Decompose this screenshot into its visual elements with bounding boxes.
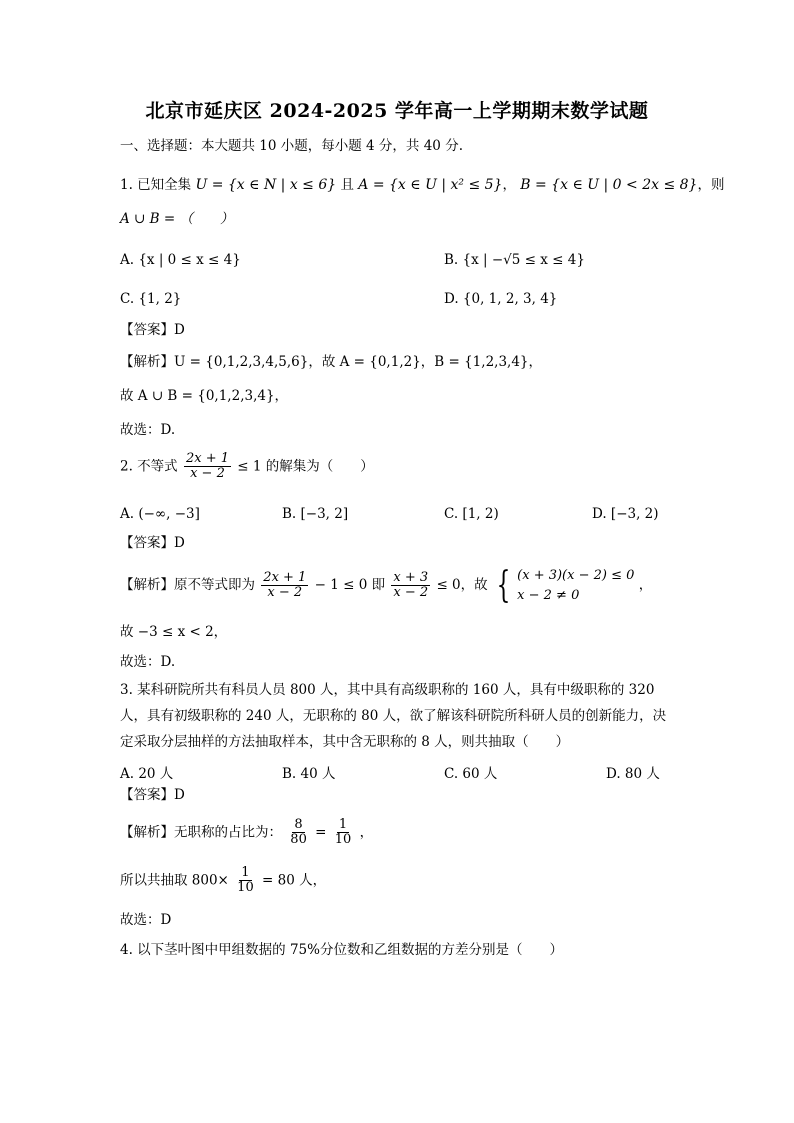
question-3-stem-2: 人，具有初级职称的 240 人，无职称的 80 人，欲了解该科研院所科研人员的创新能力，决 [120, 708, 667, 724]
q3-explanation-2: 所以共抽取 800× $\frac{1}{10}$ = 80 人， [120, 865, 327, 896]
page-title: 北京市延庆区 2024-2025 学年高一上学期期末数学试题 [145, 100, 649, 122]
q1-explanation-3: 故选：D. [120, 422, 176, 438]
q1-option-c: C. {1, 2} [120, 291, 182, 307]
q2-explanation-2: 故 −3 ≤ x < 2， [120, 624, 228, 640]
set-A: A = {x ∈ U | x² ≤ 5} [358, 177, 503, 193]
q2-answer: 【答案】D [120, 535, 185, 551]
section-heading: 一、选择题：本大题共 10 小题，每小题 4 分，共 40 分. [120, 138, 463, 154]
q1-option-a: A. {x | 0 ≤ x ≤ 4} [120, 252, 241, 268]
q2-fraction: $\frac{2x + 1}{x - 2}$ [185, 451, 229, 482]
question-4-stem: 4. 以下茎叶图中甲组数据的 75%分位数和乙组数据的方差分别是（ ） [120, 942, 563, 958]
q1-option-d: D. {0, 1, 2, 3, 4} [444, 291, 558, 307]
q2-option-d: D. [−3, 2) [592, 506, 659, 522]
q2-explanation-3: 故选：D. [120, 654, 176, 670]
q3-explanation-1: 【解析】无职称的占比为： $\frac{8}{80}$ = $\frac{1}{10}$ ， [120, 817, 374, 848]
q3-option-a: A. 20 人 [120, 766, 174, 782]
q2-explanation-1: 【解析】原不等式即为 $\frac{2x + 1}{x - 2}$ − 1 ≤ 0 即 $\frac{x + 3}{x - 2}$ ≤ 0，故 { (x + 3)(x − 2) ≤ 0 x − 2 ≠ 0 ， [120, 564, 653, 606]
q2-option-a: A. (−∞, −3] [120, 506, 200, 522]
q1-option-b: B. {x | −√5 ≤ x ≤ 4} [444, 252, 585, 268]
q2-option-b: B. [−3, 2] [282, 506, 349, 522]
question-3-stem-3: 定采取分层抽样的方法抽取样本，其中含无职称的 8 人，则共抽取（ ） [120, 734, 570, 750]
q3-option-d: D. 80 人 [606, 766, 660, 782]
q1-answer: 【答案】D [120, 322, 185, 338]
question-2-stem: 2. 不等式 $\frac{2x + 1}{x - 2}$ ≤ 1 的解集为（ ） [120, 451, 374, 482]
system-brace: { [496, 564, 511, 606]
q1-explanation-2: 故 A ∪ B = {0,1,2,3,4}， [120, 388, 289, 404]
q3-answer: 【答案】D [120, 787, 185, 803]
q3-option-c: C. 60 人 [444, 766, 498, 782]
q3-option-b: B. 40 人 [282, 766, 336, 782]
inequality-system: (x + 3)(x − 2) ≤ 0 x − 2 ≠ 0 [517, 568, 635, 603]
q3-explanation-3: 故选：D [120, 912, 172, 928]
question-3-stem-1: 3. 某科研院所共有科员人员 800 人，其中具有高级职称的 160 人，具有中级职称的 320 [120, 682, 655, 698]
set-U: U = {x ∈ N | x ≤ 6} [195, 177, 337, 193]
question-1-stem: 1. 已知全集 U = {x ∈ N | x ≤ 6} 且 A = {x ∈ U | x² ≤ 5}， B = {x ∈ U | 0 < 2x ≤ 8}，则 [120, 177, 725, 193]
q2-option-c: C. [1, 2) [444, 506, 499, 522]
question-1-stem-line2: A ∪ B = （ ） [120, 211, 234, 227]
set-B: B = {x ∈ U | 0 < 2x ≤ 8} [520, 177, 698, 193]
q1-explanation-1: 【解析】U = {0,1,2,3,4,5,6}，故 A = {0,1,2}，B = {1,2,3,4}， [120, 354, 543, 370]
